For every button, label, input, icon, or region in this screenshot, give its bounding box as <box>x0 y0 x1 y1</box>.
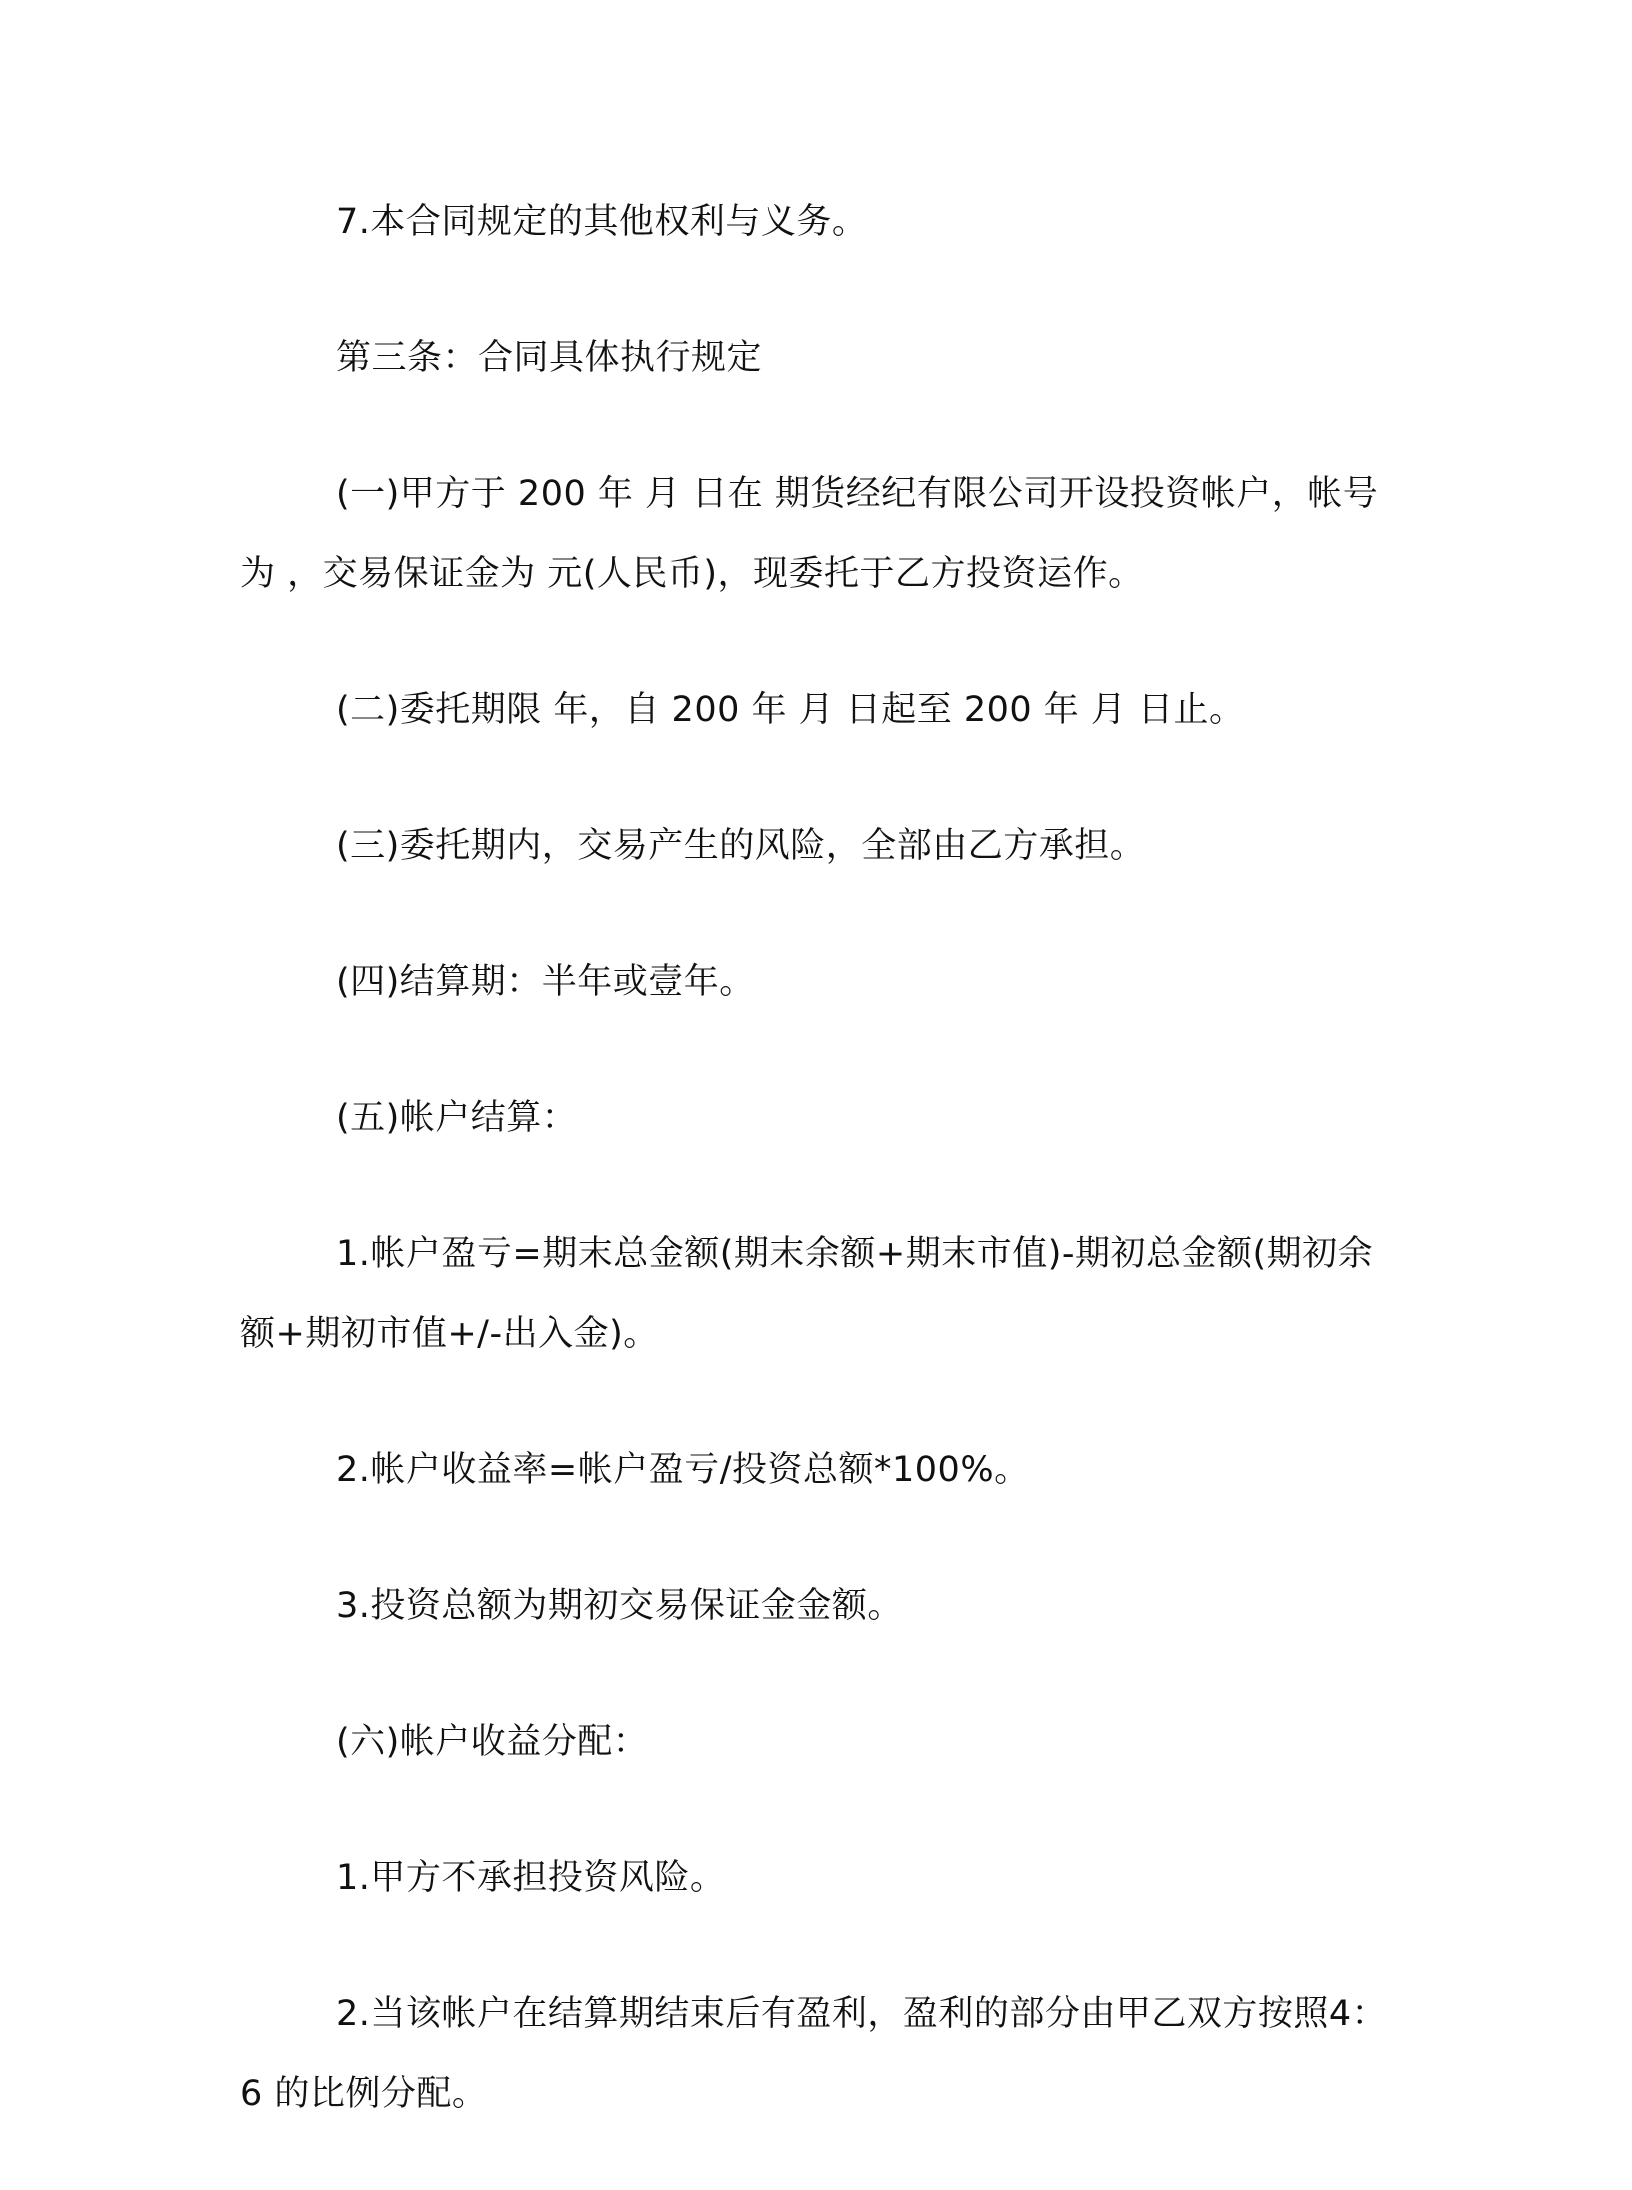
paragraph-account-pnl: 1.帐户盈亏=期末总金额(期末余额+期末市值)-期初总金额(期初余额+期初市值+/-出入金)。 <box>240 1234 1374 1354</box>
paragraph-profit-split: 2.当该帐户在结算期结束后有盈利，盈利的部分由甲乙双方按照4：6 的比例分配。 <box>240 1994 1388 2114</box>
document-body <box>240 182 1392 2190</box>
paragraph-clause-five: (五)帐户结算： <box>336 1098 578 1138</box>
paragraph-clause-three: (三)委托期内，交易产生的风险，全部由乙方承担。 <box>336 826 1146 866</box>
paragraph-rights-obligations: 7.本合同规定的其他权利与义务。 <box>336 202 868 242</box>
paragraph-clause-two: (二)委托期限 年，自 200 年 月 日起至 200 年 月 日止。 <box>336 690 1245 730</box>
paragraph-no-risk: 1.甲方不承担投资风险。 <box>336 1858 726 1898</box>
paragraph-return-rate: 2.帐户收益率=帐户盈亏/投资总额*100%。 <box>336 1450 1030 1490</box>
paragraph-clause-six: (六)帐户收益分配： <box>336 1722 649 1762</box>
paragraph-clause-one: (一)甲方于 200 年 月 日在 期货经纪有限公司开设投资帐户，帐号为 ，交易保证金为 元(人民币)，现委托于乙方投资运作。 <box>240 474 1379 594</box>
paragraph-investment-total: 3.投资总额为期初交易保证金金额。 <box>336 1586 903 1626</box>
section-heading-article-three: 第三条：合同具体执行规定 <box>336 338 763 378</box>
paragraph-clause-four: (四)结算期：半年或壹年。 <box>336 962 755 1002</box>
